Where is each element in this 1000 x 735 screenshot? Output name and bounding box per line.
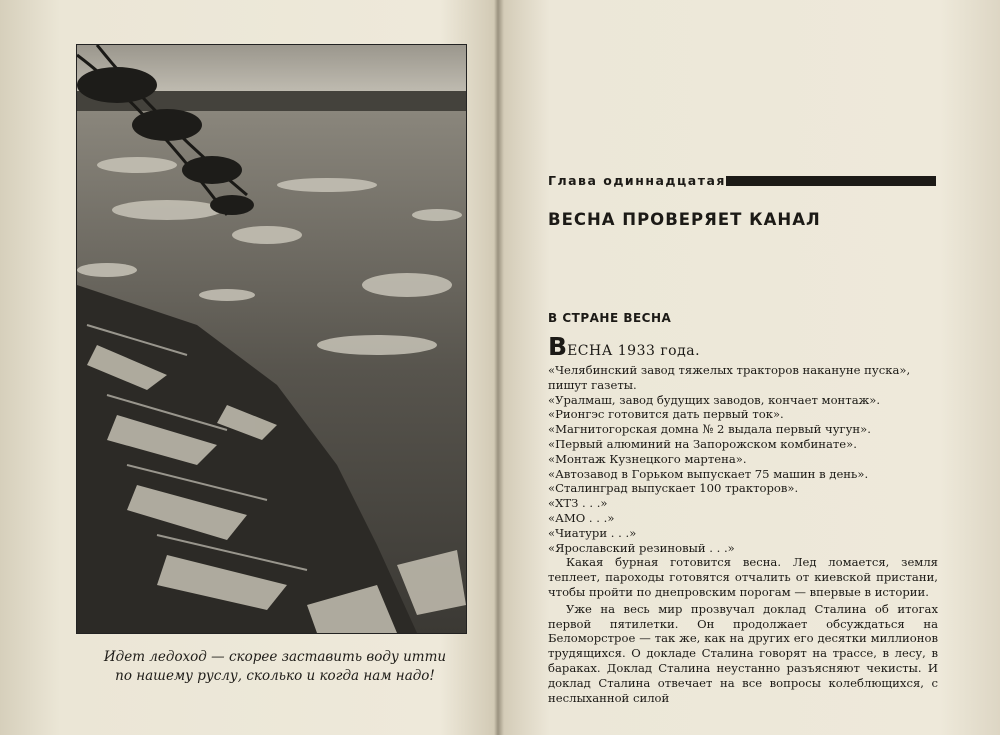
section-title: В СТРАНЕ ВЕСНА bbox=[548, 311, 672, 325]
caption-line: по нашему руслу, сколько и когда нам надо! bbox=[115, 668, 435, 684]
headline-line: «АМО . . .» bbox=[548, 510, 615, 525]
lead-line bbox=[548, 332, 938, 363]
paragraph: Уже на весь мир прозвучал доклад Сталина об итогах первой пятилетки. Он продолжает обсуждаться на Беломорстрое — так же, как на других его десятки миллионов трудящихся. О докладе Сталина говорят на трассе, в лесу, в бараках. Доклад Сталина неустанно разъясняют чекисты. И доклад Сталина отвечает на все вопросы колеблющихся, с неслыханной силой bbox=[548, 601, 938, 705]
caption-line: Идет ледоход — скорее заставить воду итти bbox=[103, 649, 447, 665]
drop-cap: В bbox=[548, 332, 568, 361]
headline-line: «Чиатури . . .» bbox=[548, 525, 637, 540]
lead-text: ЕСНА 1933 года. bbox=[567, 343, 701, 359]
headline-line: «Рионгэс готовится дать первый ток». bbox=[548, 407, 784, 422]
headline-line: пишут газеты. bbox=[548, 377, 637, 392]
left-page bbox=[0, 0, 495, 735]
headline-line: «ХТЗ . . .» bbox=[548, 496, 608, 511]
chapter-label: Глава одиннадцатая bbox=[548, 173, 726, 188]
headline-line: «Уралмаш, завод будущих заводов, кончает монтаж». bbox=[548, 392, 881, 407]
paragraph: Какая бурная готовится весна. Лед ломается, земля теплеет, пароходы готовятся отчалить от киевской пристани, чтобы пройти по днепровским порогам — впервые в истории. bbox=[548, 555, 938, 599]
photo-caption bbox=[90, 648, 460, 686]
chapter-rule bbox=[726, 176, 936, 186]
headline-line: «Первый алюминий на Запорожском комбинате». bbox=[548, 436, 857, 451]
headline-line: «Ярославский резиновый . . .» bbox=[548, 540, 735, 555]
ice-drift-photo bbox=[76, 44, 467, 634]
headline-line: «Магнитогорская домна № 2 выдала первый чугун». bbox=[548, 422, 871, 437]
headline-line: «Монтаж Кузнецкого мартена». bbox=[548, 451, 747, 466]
right-page bbox=[500, 0, 1000, 735]
headline-line: «Сталинград выпускает 100 тракторов». bbox=[548, 481, 799, 496]
chapter-title: ВЕСНА ПРОВЕРЯЕТ КАНАЛ bbox=[548, 210, 821, 229]
ice-drift-illustration bbox=[77, 45, 466, 633]
headline-line: «Автозавод в Горьком выпускает 75 машин в день». bbox=[548, 466, 869, 481]
body-text bbox=[548, 332, 938, 705]
headline-line: «Челябинский завод тяжелых тракторов накануне пуска», bbox=[548, 363, 911, 377]
